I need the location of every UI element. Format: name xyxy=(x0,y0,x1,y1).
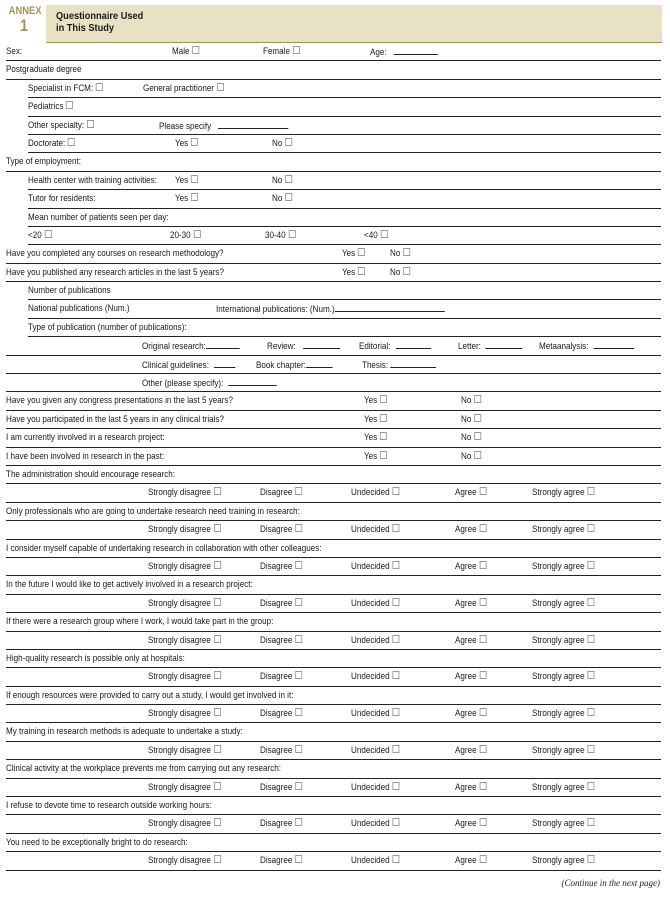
checkbox[interactable] xyxy=(295,855,302,863)
row-pediatrics xyxy=(28,98,661,116)
questionnaire-rows xyxy=(6,43,661,871)
checkbox[interactable] xyxy=(66,101,73,109)
checkbox[interactable] xyxy=(44,230,51,238)
likert-option-3[interactable]: Undecided xyxy=(351,561,399,572)
likert-option-1[interactable]: Strongly disagree xyxy=(148,782,221,793)
row-national-international xyxy=(28,300,661,318)
likert-option-3[interactable]: Undecided xyxy=(351,708,399,719)
checkbox[interactable] xyxy=(295,561,302,569)
checkbox[interactable] xyxy=(295,745,302,753)
yes-option[interactable]: Yes xyxy=(175,138,198,149)
checkbox[interactable] xyxy=(214,782,221,790)
thesis-field[interactable]: Thesis: xyxy=(362,359,436,371)
blank[interactable] xyxy=(306,359,332,368)
checkbox[interactable] xyxy=(392,671,399,679)
checkbox[interactable] xyxy=(214,818,221,826)
checkbox[interactable] xyxy=(587,818,594,826)
blank[interactable] xyxy=(206,340,239,349)
likert-option-2[interactable]: Disagree xyxy=(260,671,302,682)
row-doctorate xyxy=(28,135,661,153)
likert-option-5[interactable]: Strongly agree xyxy=(532,561,594,572)
likert-option-2[interactable]: Disagree xyxy=(260,745,302,756)
checkbox[interactable] xyxy=(474,432,481,440)
checkbox[interactable] xyxy=(214,708,221,716)
checkbox[interactable] xyxy=(358,248,365,256)
likert-option-3[interactable]: Undecided xyxy=(351,598,399,609)
likert-option-2[interactable]: Disagree xyxy=(260,487,302,498)
likert-options-row xyxy=(6,595,661,613)
likert-question: I refuse to devote time to research outside working hours: xyxy=(6,800,212,811)
likert-option-4[interactable]: Agree xyxy=(455,671,486,682)
row-sex xyxy=(6,43,661,61)
checkbox[interactable] xyxy=(380,414,387,422)
checkbox[interactable] xyxy=(392,635,399,643)
row-num-publications xyxy=(28,282,661,300)
past-label: I have been involved in research in the past: xyxy=(6,450,165,461)
row-other-specialty xyxy=(28,117,661,135)
checkbox[interactable] xyxy=(68,138,75,146)
checkbox[interactable] xyxy=(214,855,221,863)
likert-option-1[interactable]: Strongly disagree xyxy=(148,598,221,609)
row-past xyxy=(6,448,661,466)
checkbox[interactable] xyxy=(288,230,295,238)
patients-option-2[interactable]: 20-30 xyxy=(170,230,200,241)
likert-options-row xyxy=(6,742,661,760)
yes-option[interactable]: Yes xyxy=(175,193,198,204)
checkbox[interactable] xyxy=(479,818,486,826)
blank[interactable] xyxy=(303,340,340,349)
likert-question: You need to be exceptionally bright to do research: xyxy=(6,836,188,847)
international-field[interactable]: International publications: (Num.) xyxy=(216,303,445,315)
checkbox[interactable] xyxy=(479,671,486,679)
yes-option[interactable]: Yes xyxy=(364,395,387,406)
specify-blank[interactable] xyxy=(218,120,288,129)
blank[interactable] xyxy=(396,340,431,349)
international-blank[interactable] xyxy=(335,303,445,312)
no-option[interactable]: No xyxy=(272,175,292,186)
title-band xyxy=(46,5,662,43)
checkbox[interactable] xyxy=(479,598,486,606)
yes-option[interactable]: Yes xyxy=(364,414,387,425)
checkbox[interactable] xyxy=(192,46,199,54)
continue-note: (Continue in the next page) xyxy=(561,878,660,888)
checkbox[interactable] xyxy=(295,487,302,495)
checkbox[interactable] xyxy=(295,671,302,679)
blank[interactable] xyxy=(214,359,235,368)
likert-option-1[interactable]: Strongly disagree xyxy=(148,671,221,682)
checkbox[interactable] xyxy=(193,230,200,238)
yes-option[interactable]: Yes xyxy=(364,451,387,462)
likert-option-1[interactable]: Strongly disagree xyxy=(148,561,221,572)
likert-question: If there were a research group where I work, I would take part in the group: xyxy=(6,616,274,627)
title-line-2: in This Study xyxy=(56,22,115,34)
checkbox[interactable] xyxy=(295,635,302,643)
guidelines-field[interactable]: Clinical guidelines: xyxy=(142,359,235,371)
likert-option-4[interactable]: Agree xyxy=(455,598,486,609)
checkbox[interactable] xyxy=(96,83,103,91)
other-field[interactable]: Other (please specify): xyxy=(142,377,277,389)
checkbox[interactable] xyxy=(293,46,300,54)
annex-header xyxy=(6,5,661,42)
likert-option-1[interactable]: Strongly disagree xyxy=(148,818,221,829)
row-mean-patients xyxy=(28,209,661,227)
checkbox[interactable] xyxy=(403,267,410,275)
likert-option-5[interactable]: Strongly agree xyxy=(532,782,594,793)
likert-option-2[interactable]: Disagree xyxy=(260,708,302,719)
row-tutor xyxy=(28,190,661,208)
blank[interactable] xyxy=(594,340,634,349)
review-field[interactable]: Review: xyxy=(267,340,340,352)
likert-option-2[interactable]: Disagree xyxy=(260,818,302,829)
checkbox[interactable] xyxy=(587,487,594,495)
likert-question: My training in research methods is adequate to undertake a study: xyxy=(6,726,243,737)
likert-option-2[interactable]: Disagree xyxy=(260,855,302,866)
no-option[interactable]: No xyxy=(461,414,481,425)
checkbox[interactable] xyxy=(587,671,594,679)
questionnaire-page xyxy=(6,5,661,866)
checkbox[interactable] xyxy=(479,782,486,790)
blank[interactable] xyxy=(390,359,436,368)
published-label: Have you published any research articles in the last 5 years? xyxy=(6,266,224,277)
checkbox[interactable] xyxy=(479,524,486,532)
row-published xyxy=(6,264,661,282)
checkbox[interactable] xyxy=(587,782,594,790)
checkbox[interactable] xyxy=(587,524,594,532)
age-blank[interactable] xyxy=(394,46,438,55)
likert-option-2[interactable]: Disagree xyxy=(260,598,302,609)
checkbox[interactable] xyxy=(392,561,399,569)
checkbox[interactable] xyxy=(392,782,399,790)
checkbox[interactable] xyxy=(295,708,302,716)
yes-option[interactable]: Yes xyxy=(175,175,198,186)
likert-option-2[interactable]: Disagree xyxy=(260,635,302,646)
yes-option[interactable]: Yes xyxy=(364,432,387,443)
likert-option-4[interactable]: Agree xyxy=(455,782,486,793)
checkbox[interactable] xyxy=(295,818,302,826)
employment-label: Type of employment: xyxy=(6,156,82,167)
sex-label: Sex: xyxy=(6,46,23,56)
patients-option-1[interactable]: <20 xyxy=(28,230,51,241)
patients-option-4[interactable]: <40 xyxy=(364,230,387,241)
likert-option-2[interactable]: Disagree xyxy=(260,782,302,793)
checkbox[interactable] xyxy=(87,120,94,128)
likert-option-1[interactable]: Strongly disagree xyxy=(148,635,221,646)
no-option[interactable]: No xyxy=(390,248,410,259)
checkbox[interactable] xyxy=(285,175,292,183)
likert-question-row xyxy=(6,466,661,484)
checkbox[interactable] xyxy=(191,193,198,201)
likert-option-4[interactable]: Agree xyxy=(455,818,486,829)
likert-option-5[interactable]: Strongly agree xyxy=(532,671,594,682)
please-specify-field[interactable]: Please specify xyxy=(159,120,289,132)
current-label: I am currently involved in a research project: xyxy=(6,432,165,443)
likert-options-row xyxy=(6,521,661,539)
congress-label: Have you given any congress presentations in the last 5 years? xyxy=(6,395,233,406)
no-option[interactable]: No xyxy=(390,267,410,278)
yes-option[interactable]: Yes xyxy=(342,267,365,278)
checkbox[interactable] xyxy=(587,855,594,863)
checkbox[interactable] xyxy=(214,561,221,569)
title-line-1: Questionnaire Used xyxy=(56,10,144,22)
female-option[interactable]: Female xyxy=(263,46,300,57)
likert-options-row xyxy=(6,632,661,650)
likert-option-1[interactable]: Strongly disagree xyxy=(148,745,221,756)
row-pub-types-2 xyxy=(6,356,661,374)
checkbox[interactable] xyxy=(217,83,224,91)
original-field[interactable]: Original research: xyxy=(142,340,239,352)
likert-option-5[interactable]: Strongly agree xyxy=(532,487,594,498)
checkbox[interactable] xyxy=(214,487,221,495)
likert-options-row xyxy=(6,815,661,833)
likert-question: If enough resources were provided to carry out a study, I would get involved in it: xyxy=(6,689,294,700)
gp-option[interactable]: General practitioner xyxy=(143,83,224,94)
likert-options-row xyxy=(6,852,661,870)
likert-question-row xyxy=(6,650,661,668)
likert-question-row xyxy=(6,576,661,594)
checkbox[interactable] xyxy=(587,598,594,606)
checkbox[interactable] xyxy=(295,524,302,532)
likert-option-1[interactable]: Strongly disagree xyxy=(148,708,221,719)
doctorate-option[interactable]: Doctorate: xyxy=(28,138,75,149)
annex-label: ANNEX xyxy=(8,5,42,17)
likert-option-2[interactable]: Disagree xyxy=(260,561,302,572)
checkbox[interactable] xyxy=(479,855,486,863)
checkbox[interactable] xyxy=(285,193,292,201)
likert-option-4[interactable]: Agree xyxy=(455,635,486,646)
checkbox[interactable] xyxy=(295,782,302,790)
likert-option-5[interactable]: Strongly agree xyxy=(532,598,594,609)
likert-question-row xyxy=(6,834,661,852)
age-field[interactable]: Age: xyxy=(370,46,438,58)
likert-option-4[interactable]: Agree xyxy=(455,708,486,719)
likert-option-4[interactable]: Agree xyxy=(455,855,486,866)
national-label: National publications (Num.) xyxy=(28,303,130,314)
likert-question-row xyxy=(6,723,661,741)
likert-option-4[interactable]: Agree xyxy=(455,487,486,498)
likert-option-3[interactable]: Undecided xyxy=(351,782,399,793)
likert-option-3[interactable]: Undecided xyxy=(351,855,399,866)
likert-option-4[interactable]: Agree xyxy=(455,561,486,572)
likert-options-row xyxy=(6,668,661,686)
likert-question: The administration should encourage research: xyxy=(6,468,175,479)
no-option[interactable]: No xyxy=(461,451,481,462)
row-specialist xyxy=(28,80,661,98)
checkbox[interactable] xyxy=(403,248,410,256)
checkbox[interactable] xyxy=(479,708,486,716)
likert-option-3[interactable]: Undecided xyxy=(351,487,399,498)
checkbox[interactable] xyxy=(392,708,399,716)
likert-option-1[interactable]: Strongly disagree xyxy=(148,487,221,498)
likert-question-row xyxy=(6,760,661,778)
trials-label: Have you participated in the last 5 years in any clinical trials? xyxy=(6,413,224,424)
likert-question-row xyxy=(6,797,661,815)
blank[interactable] xyxy=(229,377,277,386)
checkbox[interactable] xyxy=(479,561,486,569)
likert-options-row xyxy=(6,705,661,723)
likert-option-1[interactable]: Strongly disagree xyxy=(148,855,221,866)
checkbox[interactable] xyxy=(587,561,594,569)
row-type-pub xyxy=(28,319,661,337)
row-health-center xyxy=(28,172,661,190)
pediatrics-option[interactable]: Pediatrics xyxy=(28,101,73,112)
book-chapter-field[interactable]: Book chapter: xyxy=(256,359,332,371)
checkbox[interactable] xyxy=(479,487,486,495)
health-center-label: Health center with training activities: xyxy=(28,174,157,185)
male-option[interactable]: Male xyxy=(172,46,199,57)
likert-question-row xyxy=(6,613,661,631)
likert-option-2[interactable]: Disagree xyxy=(260,524,302,535)
letter-field[interactable]: Letter: xyxy=(458,340,522,352)
row-current xyxy=(6,429,661,447)
checkbox[interactable] xyxy=(214,524,221,532)
likert-option-5[interactable]: Strongly agree xyxy=(532,635,594,646)
likert-option-3[interactable]: Undecided xyxy=(351,524,399,535)
no-option[interactable]: No xyxy=(272,138,292,149)
likert-option-4[interactable]: Agree xyxy=(455,745,486,756)
row-trials xyxy=(6,411,661,429)
type-pub-label: Type of publication (number of publications): xyxy=(28,321,187,332)
likert-options-row xyxy=(6,558,661,576)
checkbox[interactable] xyxy=(392,487,399,495)
patients-option-3[interactable]: 30-40 xyxy=(265,230,295,241)
likert-option-4[interactable]: Agree xyxy=(455,524,486,535)
checkbox[interactable] xyxy=(191,138,198,146)
checkbox[interactable] xyxy=(214,671,221,679)
checkbox[interactable] xyxy=(474,414,481,422)
checkbox[interactable] xyxy=(285,138,292,146)
page-title xyxy=(56,10,143,34)
likert-option-3[interactable]: Undecided xyxy=(351,671,399,682)
checkbox[interactable] xyxy=(479,745,486,753)
blank[interactable] xyxy=(485,340,522,349)
row-courses xyxy=(6,245,661,263)
checkbox[interactable] xyxy=(392,598,399,606)
checkbox[interactable] xyxy=(214,635,221,643)
num-publications-label: Number of publications xyxy=(28,285,111,296)
checkbox[interactable] xyxy=(295,598,302,606)
yes-option[interactable]: Yes xyxy=(342,248,365,259)
checkbox[interactable] xyxy=(474,395,481,403)
metaanalysis-field[interactable]: Metaanalysis: xyxy=(539,340,634,352)
likert-question-row xyxy=(6,540,661,558)
no-option[interactable]: No xyxy=(461,395,481,406)
likert-option-5[interactable]: Strongly agree xyxy=(532,855,594,866)
checkbox[interactable] xyxy=(214,598,221,606)
courses-label: Have you completed any courses on research methodology? xyxy=(6,248,224,259)
checkbox[interactable] xyxy=(380,432,387,440)
row-employment xyxy=(6,153,661,171)
likert-question-row xyxy=(6,687,661,705)
annex-badge xyxy=(6,5,42,42)
row-patients-options xyxy=(28,227,661,245)
other-specialty-option[interactable]: Other specialty: xyxy=(28,120,94,131)
row-postgrad xyxy=(6,61,661,79)
likert-question-row xyxy=(6,503,661,521)
mean-patients-label: Mean number of patients seen per day: xyxy=(28,211,169,222)
likert-option-1[interactable]: Strongly disagree xyxy=(148,524,221,535)
likert-option-5[interactable]: Strongly agree xyxy=(532,818,594,829)
likert-question: Only professionals who are going to undertake research need training in research: xyxy=(6,505,300,516)
likert-option-5[interactable]: Strongly agree xyxy=(532,745,594,756)
likert-question: In the future I would like to get actively involved in a research project: xyxy=(6,579,253,590)
likert-question: High-quality research is possible only at hospitals: xyxy=(6,652,185,663)
likert-options-row xyxy=(6,779,661,797)
checkbox[interactable] xyxy=(380,451,387,459)
tutor-label: Tutor for residents: xyxy=(28,193,96,204)
checkbox[interactable] xyxy=(392,524,399,532)
likert-option-3[interactable]: Undecided xyxy=(351,745,399,756)
postgrad-label: Postgraduate degree xyxy=(6,64,82,75)
row-pub-other xyxy=(6,374,661,392)
checkbox[interactable] xyxy=(191,175,198,183)
specialist-option[interactable]: Specialist in FCM: xyxy=(28,83,103,94)
checkbox[interactable] xyxy=(214,745,221,753)
checkbox[interactable] xyxy=(479,635,486,643)
checkbox[interactable] xyxy=(392,818,399,826)
likert-section xyxy=(6,466,661,871)
likert-option-3[interactable]: Undecided xyxy=(351,635,399,646)
likert-question: Clinical activity at the workplace prevents me from carrying out any research: xyxy=(6,763,282,774)
likert-option-5[interactable]: Strongly agree xyxy=(532,708,594,719)
checkbox[interactable] xyxy=(380,230,387,238)
likert-options-row xyxy=(6,484,661,502)
no-option[interactable]: No xyxy=(461,432,481,443)
checkbox[interactable] xyxy=(358,267,365,275)
row-congress xyxy=(6,392,661,410)
likert-question: I consider myself capable of undertaking research in collaboration with other colleagues: xyxy=(6,542,322,553)
checkbox[interactable] xyxy=(474,451,481,459)
checkbox[interactable] xyxy=(392,855,399,863)
row-pub-types-1 xyxy=(6,337,661,355)
likert-option-3[interactable]: Undecided xyxy=(351,818,399,829)
checkbox[interactable] xyxy=(392,745,399,753)
checkbox[interactable] xyxy=(587,708,594,716)
likert-option-5[interactable]: Strongly agree xyxy=(532,524,594,535)
annex-number: 1 xyxy=(19,16,29,35)
editorial-field[interactable]: Editorial: xyxy=(359,340,431,352)
checkbox[interactable] xyxy=(380,395,387,403)
checkbox[interactable] xyxy=(587,745,594,753)
no-option[interactable]: No xyxy=(272,193,292,204)
checkbox[interactable] xyxy=(587,635,594,643)
